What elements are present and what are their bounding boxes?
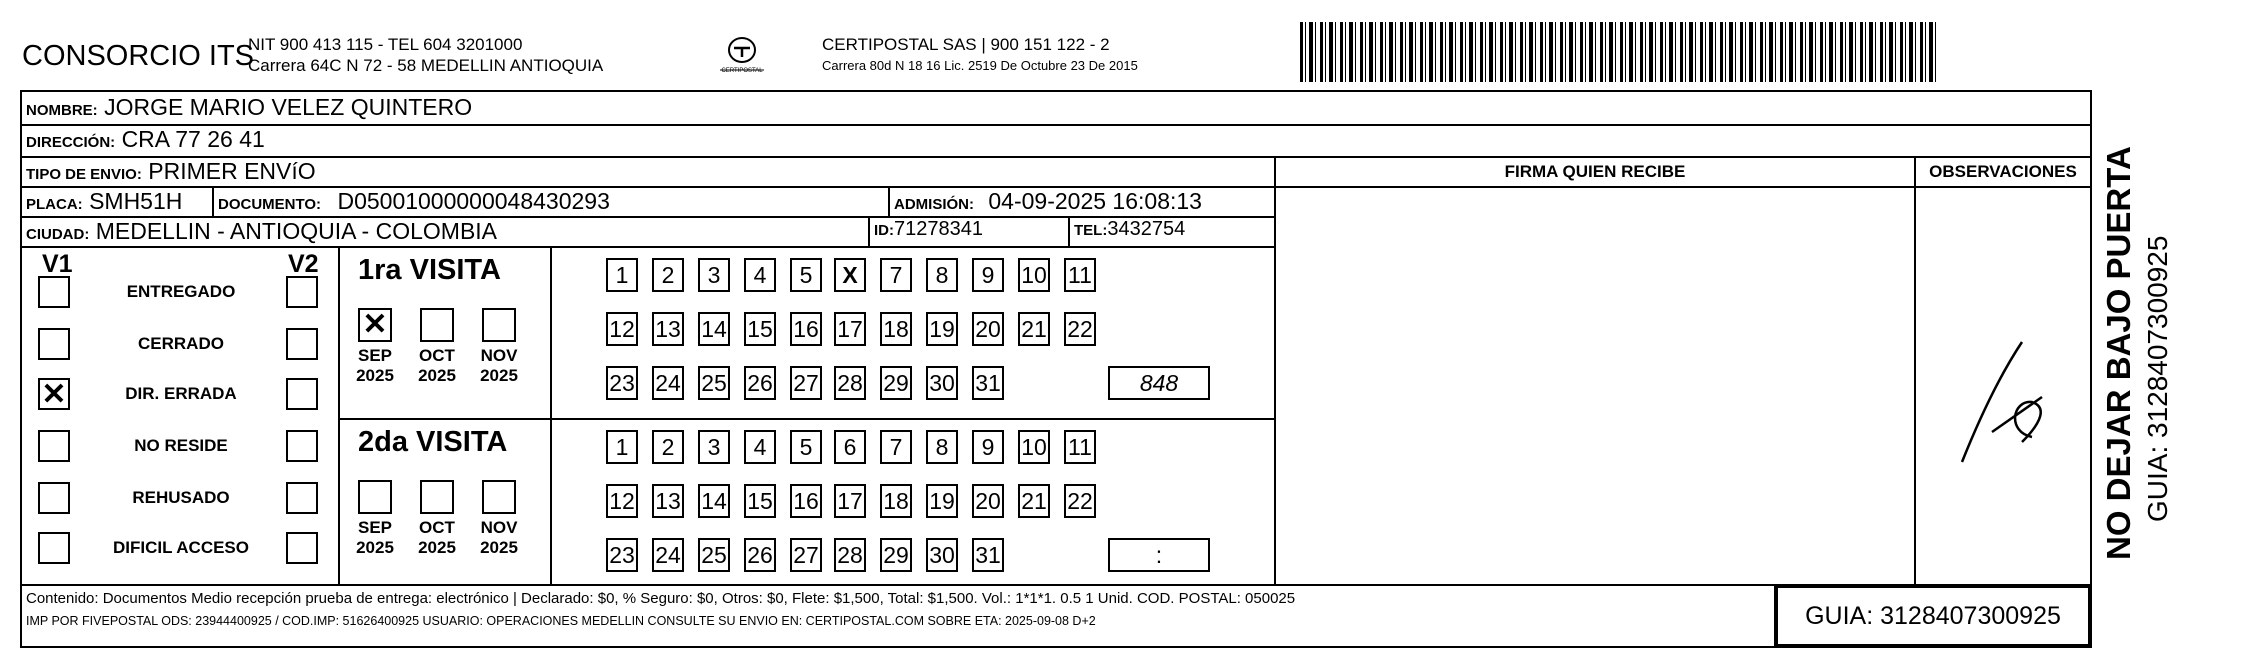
day-box-checked[interactable] xyxy=(834,258,866,292)
day-box[interactable]: 22 xyxy=(1064,484,1096,518)
visit-title: 1ra VISITA xyxy=(358,254,501,286)
day-box[interactable]: 23 xyxy=(606,366,638,400)
firma-header: FIRMA QUIEN RECIBE xyxy=(1504,162,1686,181)
month-checkbox[interactable] xyxy=(482,480,516,514)
v1-checkbox[interactable] xyxy=(38,328,70,360)
day-box[interactable]: 4 xyxy=(744,258,776,292)
day-box[interactable]: 31 xyxy=(972,538,1004,572)
day-box[interactable]: 2 xyxy=(652,258,684,292)
day-box[interactable]: 18 xyxy=(880,312,912,346)
month-year: 2025 xyxy=(418,366,456,385)
month-checkbox[interactable] xyxy=(482,308,516,342)
documento-row xyxy=(218,188,610,215)
day-box[interactable]: 23 xyxy=(606,538,638,572)
v2-checkbox[interactable] xyxy=(286,378,318,410)
day-box[interactable]: 5 xyxy=(790,430,822,464)
tipo-value: PRIMER ENVíO xyxy=(148,158,316,184)
company-address: Carrera 64C N 72 - 58 MEDELLIN ANTIOQUIA xyxy=(248,56,604,75)
admision-value: 04-09-2025 16:08:13 xyxy=(988,188,1202,214)
month-checkbox[interactable] xyxy=(358,480,392,514)
day-box[interactable]: 29 xyxy=(880,366,912,400)
option-label: ENTREGADO xyxy=(126,282,236,301)
documento-label: DOCUMENTO: xyxy=(218,196,322,213)
day-box[interactable]: 8 xyxy=(926,258,958,292)
v1-checkbox[interactable] xyxy=(38,430,70,462)
day-box[interactable]: 12 xyxy=(606,484,638,518)
x-mark-icon: ✕ xyxy=(362,308,388,341)
day-box[interactable]: 28 xyxy=(834,366,866,400)
month-name: SEP xyxy=(357,518,393,537)
day-box[interactable]: 29 xyxy=(880,538,912,572)
id-row xyxy=(874,218,983,241)
day-box[interactable]: 24 xyxy=(652,538,684,572)
v1-checkbox[interactable] xyxy=(38,276,70,308)
tel-value: 3432754 xyxy=(1107,218,1186,240)
day-box[interactable]: 4 xyxy=(744,430,776,464)
nit-line: NIT 900 413 115 - TEL 604 3201000 xyxy=(248,35,523,54)
barcode xyxy=(1300,22,1940,82)
month-name: SEP xyxy=(357,346,393,365)
day-box[interactable]: 1 xyxy=(606,258,638,292)
month-label xyxy=(474,346,524,386)
day-box[interactable]: 25 xyxy=(698,366,730,400)
day-box[interactable]: 26 xyxy=(744,538,776,572)
day-box[interactable]: 30 xyxy=(926,366,958,400)
day-box[interactable]: 10 xyxy=(1018,258,1050,292)
observaciones-header: OBSERVACIONES xyxy=(1929,162,2077,181)
option-label: REHUSADO xyxy=(132,488,230,507)
v1-header: V1 xyxy=(42,250,73,278)
day-box[interactable]: 2 xyxy=(652,430,684,464)
day-box[interactable]: 5 xyxy=(790,258,822,292)
courier-line: CERTIPOSTAL SAS | 900 151 122 - 2 xyxy=(822,35,1110,54)
x-mark-icon: ✕ xyxy=(41,378,67,411)
day-box[interactable]: 19 xyxy=(926,484,958,518)
day-box[interactable]: 1 xyxy=(606,430,638,464)
day-box[interactable]: 24 xyxy=(652,366,684,400)
v2-checkbox[interactable] xyxy=(286,276,318,308)
tipo-label: TIPO DE ENVIO: xyxy=(26,166,142,183)
ciudad-label: CIUDAD: xyxy=(26,226,90,243)
v1-checkbox[interactable] xyxy=(38,378,70,410)
side-warning: NO DEJAR BAJO PUERTA xyxy=(2100,146,2137,560)
placa-row xyxy=(26,188,182,215)
company-info xyxy=(248,34,603,76)
footer-line-2: IMP POR FIVEPOSTAL ODS: 23944400925 / COD.IMP: 51626400925 USUARIO: OPERACIONES MEDELLIN CONSULTE SU ENVIO EN: CERTIPOSTAL.COM SOBRE ETA: 2025-09-08 D+2 xyxy=(26,614,1096,628)
day-box[interactable]: 27 xyxy=(790,366,822,400)
v2-header: V2 xyxy=(288,250,319,278)
v2-checkbox[interactable] xyxy=(286,532,318,564)
ciudad-row xyxy=(26,218,497,245)
month-name: NOV xyxy=(480,518,518,537)
month-checkbox[interactable] xyxy=(420,480,454,514)
v1-checkbox[interactable] xyxy=(38,482,70,514)
courier-info xyxy=(822,34,1138,76)
documento-value: D05001000000048430293 xyxy=(337,188,610,214)
day-box[interactable]: 22 xyxy=(1064,312,1096,346)
x-mark-icon: X xyxy=(842,262,858,288)
v1-checkbox[interactable] xyxy=(38,532,70,564)
v2-checkbox[interactable] xyxy=(286,482,318,514)
day-box[interactable]: 19 xyxy=(926,312,958,346)
month-label xyxy=(350,518,400,558)
day-box[interactable]: 31 xyxy=(972,366,1004,400)
day-box[interactable]: 21 xyxy=(1018,312,1050,346)
time-box[interactable]: : xyxy=(1108,538,1210,572)
day-box[interactable]: 11 xyxy=(1064,430,1096,464)
nombre-value: JORGE MARIO VELEZ QUINTERO xyxy=(104,94,473,120)
footer-line-1: Contenido: Documentos Medio recepción prueba de entrega: electrónico | Declarado: $0, % Seguro: $0, Otros: $0, Flete: $1,500, Total: $1,500. Vol.: 1*1*1. 0.5 1 Unid. COD. POSTAL: 050025 xyxy=(26,590,1296,607)
day-box[interactable]: 8 xyxy=(926,430,958,464)
day-box[interactable]: 25 xyxy=(698,538,730,572)
day-box[interactable]: 27 xyxy=(790,538,822,572)
logo-text: CERTIPOSTAL xyxy=(721,68,763,74)
day-box[interactable]: 14 xyxy=(698,484,730,518)
tipo-row xyxy=(26,158,316,185)
month-year: 2025 xyxy=(356,538,394,557)
day-box[interactable]: 13 xyxy=(652,484,684,518)
day-box[interactable]: 9 xyxy=(972,430,1004,464)
month-year: 2025 xyxy=(480,538,518,557)
direccion-value: CRA 77 26 41 xyxy=(121,126,265,152)
month-label xyxy=(350,346,400,386)
admision-label: ADMISIÓN: xyxy=(894,196,974,213)
month-name: NOV xyxy=(480,346,518,365)
day-box[interactable]: 10 xyxy=(1018,430,1050,464)
month-year: 2025 xyxy=(356,366,394,385)
day-box[interactable]: 9 xyxy=(972,258,1004,292)
day-box[interactable]: 11 xyxy=(1064,258,1096,292)
day-box[interactable]: 18 xyxy=(880,484,912,518)
observation-signature xyxy=(1942,322,2062,502)
tel-label: TEL: xyxy=(1074,222,1108,239)
month-label xyxy=(412,346,462,386)
option-label: DIFICIL ACCESO xyxy=(112,538,249,557)
day-box[interactable]: 20 xyxy=(972,312,1004,346)
day-box[interactable]: 15 xyxy=(744,484,776,518)
day-box[interactable]: 13 xyxy=(652,312,684,346)
day-box[interactable]: 17 xyxy=(834,484,866,518)
month-label xyxy=(412,518,462,558)
nombre-label: NOMBRE: xyxy=(26,102,98,119)
option-label: CERRADO xyxy=(138,334,224,353)
day-box[interactable]: 26 xyxy=(744,366,776,400)
v2-checkbox[interactable] xyxy=(286,430,318,462)
day-box[interactable]: 14 xyxy=(698,312,730,346)
day-box[interactable]: 21 xyxy=(1018,484,1050,518)
guia-box: GUIA: 3128407300925 xyxy=(1776,586,2090,646)
day-box[interactable]: 7 xyxy=(880,430,912,464)
option-label: DIR. ERRADA xyxy=(125,384,237,403)
day-box[interactable]: 7 xyxy=(880,258,912,292)
day-box[interactable]: 28 xyxy=(834,538,866,572)
day-box[interactable]: 12 xyxy=(606,312,638,346)
admision-row xyxy=(894,188,1202,215)
day-box[interactable]: 3 xyxy=(698,430,730,464)
delivery-form xyxy=(20,90,2092,648)
side-guia: GUIA: 3128407300925 xyxy=(2142,235,2173,522)
month-name: OCT xyxy=(419,518,455,537)
id-value: 71278341 xyxy=(894,218,983,240)
placa-value: SMH51H xyxy=(89,188,183,214)
month-year: 2025 xyxy=(480,366,518,385)
month-name: OCT xyxy=(419,346,455,365)
day-box[interactable]: 16 xyxy=(790,484,822,518)
ciudad-value: MEDELLIN - ANTIOQUIA - COLOMBIA xyxy=(95,218,498,244)
nombre-row xyxy=(26,94,472,121)
day-box[interactable]: 17 xyxy=(834,312,866,346)
day-box[interactable]: 30 xyxy=(926,538,958,572)
tel-row xyxy=(1074,218,1185,241)
placa-label: PLACA: xyxy=(26,196,83,213)
month-year: 2025 xyxy=(418,538,456,557)
month-label xyxy=(474,518,524,558)
month-checkbox[interactable] xyxy=(420,308,454,342)
day-box[interactable]: 6 xyxy=(834,430,866,464)
v2-checkbox[interactable] xyxy=(286,328,318,360)
company-name: CONSORCIO ITS xyxy=(22,40,255,72)
certipostal-logo xyxy=(712,34,772,84)
day-box[interactable]: 15 xyxy=(744,312,776,346)
direccion-label: DIRECCIÓN: xyxy=(26,134,116,151)
courier-address: Carrera 80d N 18 16 Lic. 2519 De Octubre 23 De 2015 xyxy=(822,58,1138,73)
id-label: ID: xyxy=(874,222,894,239)
day-box[interactable]: 3 xyxy=(698,258,730,292)
option-label: NO RESIDE xyxy=(134,436,228,455)
day-box[interactable]: 16 xyxy=(790,312,822,346)
time-box[interactable]: 848 xyxy=(1108,366,1210,400)
direccion-row xyxy=(26,126,265,153)
month-checkbox[interactable] xyxy=(358,308,392,342)
day-box[interactable]: 20 xyxy=(972,484,1004,518)
visit-title: 2da VISITA xyxy=(358,426,508,458)
